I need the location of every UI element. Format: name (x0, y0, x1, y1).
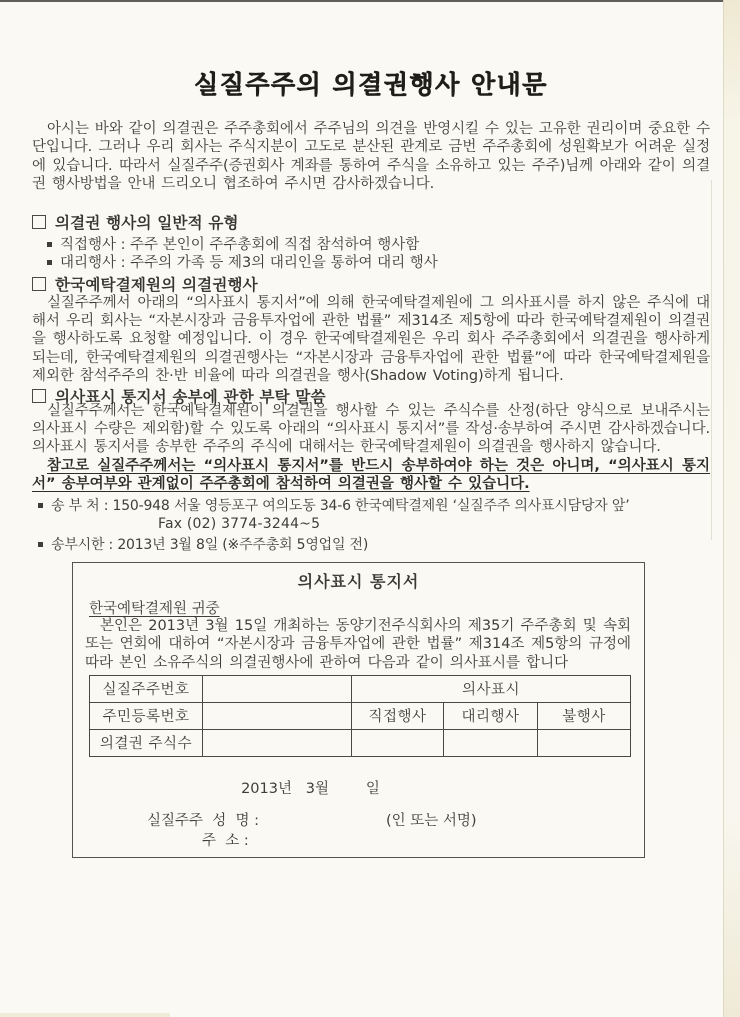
scan-edge-artifact-bottom (0, 1013, 170, 1017)
section-heading-label: 한국예탁결제원의 의결권행사 (55, 275, 258, 294)
dispatch-info-list (32, 497, 710, 515)
signature-name-label: 실질주주 성 명 : (147, 812, 259, 829)
square-bullet-icon (38, 503, 43, 508)
document-content (32, 70, 710, 858)
square-bullet-icon (47, 242, 52, 247)
list-item-text: 직접행사 : 주주 본인이 주주총회에 직접 참석하여 행사함 (60, 236, 420, 253)
scan-crease-line (711, 180, 712, 540)
list-item-proxy-exercise (47, 254, 710, 272)
voting-shares-blank-cell (203, 729, 352, 756)
list-item-direct-exercise (47, 236, 710, 254)
intro-paragraph: 아시는 바와 같이 의결권은 주주총회에서 주주님의 의견을 반영시킬 수 있는 고유한 권리이며 중요한 수단입니다. 그러나 우리 회사는 주식지분이 고도로 분산된 관계로 금번 주주총회에 성원확보가 어려운 실정에 있습니다. 따라서 실질주주(증권회사 계좌를 통하여 주식을 소유하고 있는 주주)님께 아래와 같이 의결권 행사방법을 안내 드리오니 협조하여 주시면 감사하겠습니다. (32, 121, 710, 193)
notice-form-body: 본인은 2013년 3월 15일 개최하는 동양기전주식회사의 제35기 주주총회 및 속회 또는 연회에 대하여 “자본시장과 금융투자업에 관한 법률” 제314조 제5항의 규정에 따라 본인 소유주식의 의결권행사에 관하여 다음과 같이 의사표시를 합니다 (85, 617, 631, 671)
proxy-count-blank-cell (444, 729, 538, 756)
notice-form-title: 의사표시 통지서 (297, 571, 420, 591)
group-header-cell: 의사표시 (352, 675, 631, 702)
shareholder-number-blank-cell (203, 675, 352, 702)
table-row (90, 702, 631, 729)
dispatch-fax-line: Fax (02) 3774-3244~5 (158, 515, 321, 532)
scan-page-edge-right (723, 0, 740, 1017)
signature-address-label: 주 소 : (202, 832, 249, 849)
resident-number-blank-cell (203, 702, 352, 729)
section-heading-label: 의결권 행사의 일반적 유형 (55, 213, 239, 232)
section-heading-label: 의사표시 통지서 송부에 관한 부탁 말씀 (55, 387, 326, 406)
section-heading-general-types (32, 212, 710, 232)
notice-request-paragraph: 실질주주께서는 한국예탁결제원이 의결권을 행사할 수 있는 주식수를 산정(하단 양식으로 보내주시는 의사표시 수량은 제외함)할 수 있도록 아래의 “의사표시 통지서”를 작성·송부하여 주시면 감사하겠습니다. 의사표시 통지서를 송부한 주주의 주식에 대해서는 한국예탁결제원이 의결권을 행사하지 않습니다. (32, 402, 710, 456)
option-header-abstain: 불행사 (538, 702, 631, 729)
form-date-line: 2013년 3월 일 (241, 780, 380, 797)
checkbox-square-icon (32, 389, 46, 403)
row-label-shareholder-number: 실질주주번호 (90, 675, 203, 702)
section-heading-ksd-voting (32, 274, 710, 294)
option-header-proxy: 대리행사 (444, 702, 538, 729)
row-label-resident-number: 주민등록번호 (90, 702, 203, 729)
notice-form-addressee: 한국예탁결제원 귀중 (89, 600, 220, 617)
notice-form-table (89, 675, 631, 757)
option-header-direct: 직접행사 (352, 702, 444, 729)
square-bullet-icon (47, 260, 52, 265)
notice-form-box (72, 562, 645, 858)
dispatch-address-text: 송 부 처 : 150-948 서울 영등포구 여의도동 34-6 한국예탁결제원 ‘실질주주 의사표시담당자 앞’ (51, 497, 630, 514)
direct-count-blank-cell (352, 729, 444, 756)
scan-edge-artifact-top (0, 0, 723, 2)
list-item-text: 대리행사 : 주주의 가족 등 제3의 대리인을 통하여 대리 행사 (60, 254, 438, 271)
checkbox-square-icon (32, 277, 46, 291)
ksd-voting-paragraph: 실질주주께서 아래의 “의사표시 통지서”에 의해 한국예탁결제원에 그 의사표시를 하지 않은 주식에 대해서 우리 회사는 “자본시장과 금융투자업에 관한 법률” 제314조 제5항에 따라 한국예탁결제원이 의결권을 행사하도록 요청할 예정입니다. 이 경우 한국예탁결제원은 우리 회사 주주총회에서 의결권을 행사하게 되는데, 한국예탁결제원의 의결권행사는 “자본시장과 금융투자업에 관한 법률”에 따라 한국예탁결제원을 제외한 참석주주의 찬·반 비율에 따라 의결권을 행사(Shadow Voting)하게 됩니다. (32, 294, 710, 385)
voting-type-list (32, 236, 710, 272)
abstain-count-blank-cell (538, 729, 631, 756)
dispatch-address-item (38, 497, 710, 515)
table-row (90, 675, 631, 702)
page-title: 실질주주의 의결권행사 안내문 (194, 70, 548, 99)
signature-seal-note: (인 또는 서명) (386, 812, 477, 829)
dispatch-deadline-text: 송부시한 : 2013년 3월 8일 (※주주총회 5영업일 전) (51, 536, 369, 553)
square-bullet-icon (38, 542, 43, 547)
dispatch-deadline-list (32, 536, 710, 554)
notice-emphasis-paragraph: 참고로 실질주주께서는 “의사표시 통지서”를 반드시 송부하여야 하는 것은 아니며, “의사표시 통지서” 송부여부와 관계없이 주주총회에 참석하여 의결권을 행사할 수 있습니다. (32, 457, 710, 493)
dispatch-deadline-item (38, 536, 710, 554)
row-label-voting-shares: 의결권 주식수 (90, 729, 203, 756)
checkbox-square-icon (32, 215, 46, 229)
table-row (90, 729, 631, 756)
